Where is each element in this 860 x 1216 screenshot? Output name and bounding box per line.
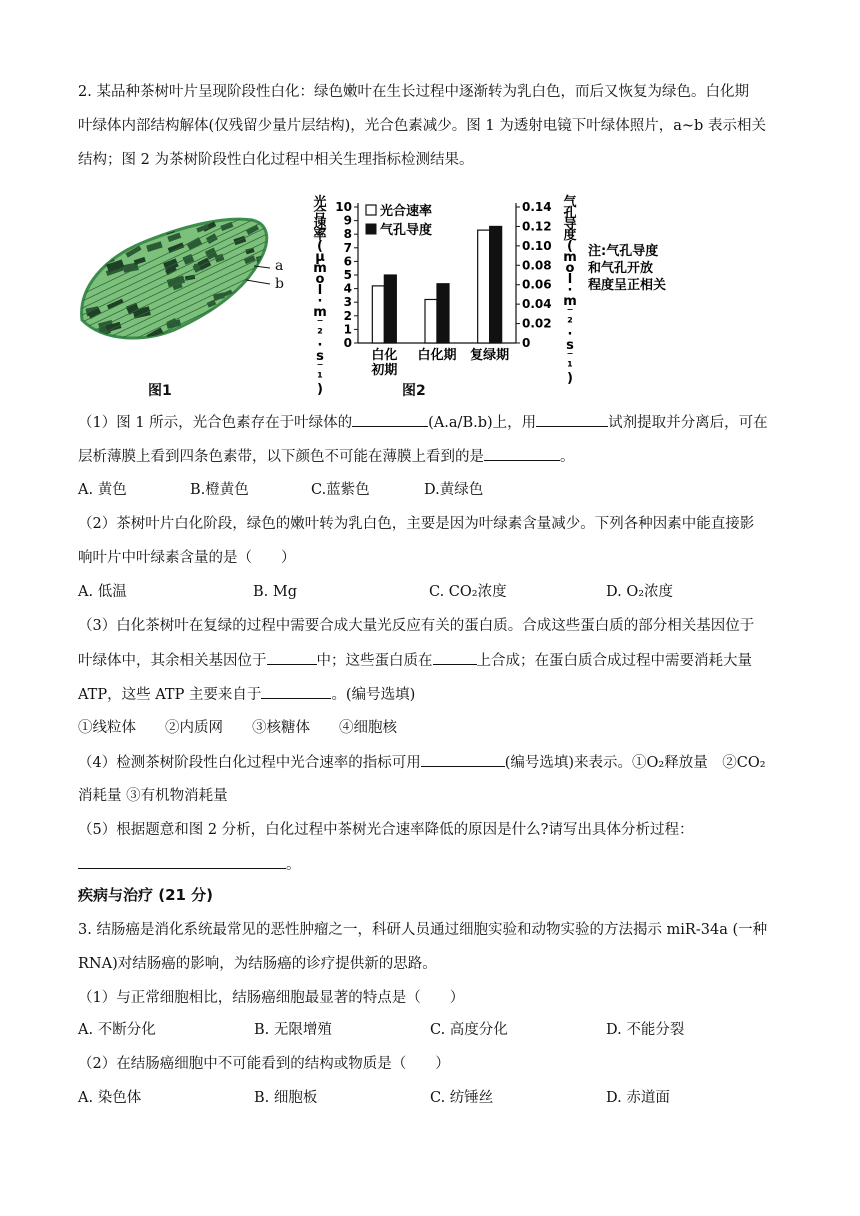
legend-swatch-photosynthesis [366,205,376,215]
legend-swatch-stomatal [366,224,376,234]
structure-b-label: b [275,276,284,292]
bar-stomatal-conductance [437,284,449,343]
granum-mark [144,219,155,229]
q2-part4-text-a: （4）检测茶树阶段性白化过程中光合速率的指标可用 [78,755,421,771]
q3-part1-option-c[interactable]: C. 高度分化 [430,1022,508,1038]
left-tick-label: 1 [343,322,352,337]
q2-intro-line-3: 结构；图 2 为茶树阶段性白化过程中相关生理指标检测结果。 [78,152,474,168]
q3-part1-option-b[interactable]: B. 无限增殖 [254,1022,332,1038]
category-label: 白化期 [417,348,457,363]
section-title: 疾病与治疗 (21 分) [78,886,214,904]
granum-mark [100,242,111,251]
bar-photosynthesis-rate [478,230,490,343]
q2-part3-text-c: 上合成；在蛋白质合成过程中需要消耗大量 [476,653,752,669]
q2-part3-text-a: 叶绿体中，其余相关基因位于 [78,653,267,669]
left-tick-label: 7 [343,240,352,255]
left-tick-label: 4 [343,281,352,296]
granum-mark [257,277,267,285]
right-tick-label: 0.10 [522,238,552,253]
q2-part1-text-b: (A.a/B.b)上，用 [428,415,537,431]
q2-part1-line-1 [78,412,768,433]
q3-intro-line-1: 3. 结肠癌是消化系统最常见的恶性肿瘤之一，科研人员通过细胞实验和动物实验的方法揭示 miR-34a (一种 [78,922,768,938]
figure-1-label: 图1 [148,383,172,399]
q2-part5-text-end: 。 [286,857,301,873]
q2-part5-line-1: （5）根据题意和图 2 分析，白化过程中茶树光合速率降低的原因是什么?请写出具体分析过程： [78,822,694,838]
q2-part2-option-b[interactable]: B. Mg [253,584,298,600]
q2-part1-option-d[interactable]: D.黄绿色 [424,482,484,498]
chart-note: 程度呈正相关 [588,278,667,293]
q3-intro-line-2: RNA)对结肠癌的影响，为结肠癌的诊疗提供新的思路。 [78,956,437,972]
granum-mark [203,317,216,329]
q3-part1-stem: （1）与正常细胞相比，结肠癌细胞最显著的特点是（ ） [78,990,465,1006]
granum-mark [244,327,258,339]
figure-2-label: 图2 [402,383,426,399]
q2-part4-line-1 [78,752,766,773]
q2-part1-text-c: 试剂提取并分离后，可在 [608,415,768,431]
q3-part2-option-c[interactable]: C. 纺锤丝 [430,1090,494,1106]
granum-mark [85,259,100,268]
bar-photosynthesis-rate [425,299,437,343]
bar-stomatal-conductance [384,275,396,343]
q2-part1-option-b[interactable]: B.橙黄色 [190,482,249,498]
legend-label-stomatal: 气孔导度 [380,223,433,238]
left-axis-title: 光合速率( μ m o l · m ⁻ ² · s ⁻ ¹ ) [313,195,327,397]
q2-part2-line-1: （2）茶树叶片白化阶段，绿色的嫩叶转为乳白色，主要是因为叶绿素含量减少。下列各种因素中能直接影 [78,516,755,532]
q2-intro-line-1: 2. 某品种茶树叶片呈现阶段性白化：绿色嫩叶在生长过程中逐渐转为乳白色，而后又恢复为绿色。白化期 [78,84,749,100]
right-axis-title: 气孔导度( m o l · m ⁻ ² · s ⁻ ¹ ) [563,195,577,386]
granum-mark [99,223,110,231]
right-tick-label: 0.04 [522,297,552,312]
chart-note: 和气孔开放 [588,261,654,276]
right-tick-label: 0.02 [522,316,552,331]
q2-part4-text-b: (编号选填)来表示。①O₂释放量 ②CO₂ [504,755,766,771]
category-label: 初期 [371,363,398,378]
left-tick-label: 2 [343,308,352,323]
structure-a-label: a [275,258,284,274]
q3-part2-option-a[interactable]: A. 染色体 [78,1090,142,1106]
left-tick-label: 5 [343,268,352,282]
category-label: 复绿期 [470,348,510,363]
q2-part3-line-3 [78,684,415,705]
q2-intro-line-2: 叶绿体内部结构解体(仅残留少量片层结构)，光合色素减少。图 1 为透射电镜下叶绿体照片，a~b 表示相关 [78,118,766,134]
q2-part1-text-e: 。 [560,449,575,465]
q2-part3-text-d: ATP，这些 ATP 主要来自于 [78,687,262,703]
blank-8[interactable] [78,854,286,869]
bar-photosynthesis-rate [372,286,384,343]
left-tick-label: 8 [343,227,352,242]
left-tick-label: 3 [343,295,352,310]
blank-7[interactable] [421,752,505,767]
q2-part2-option-d[interactable]: D. O₂浓度 [606,584,674,600]
q3-part1-option-d[interactable]: D. 不能分裂 [606,1022,685,1038]
chloroplast-micrograph [74,208,284,348]
q2-part2-option-a[interactable]: A. 低温 [78,584,127,600]
blank-5[interactable] [433,650,477,665]
legend-label-photosynthesis: 光合速率 [380,204,433,219]
chart-note: 注:气孔导度 [588,244,659,259]
right-tick-label: 0.12 [522,219,552,234]
q2-part3-text-e: 。(编号选填) [331,687,416,703]
blank-1[interactable] [352,412,428,427]
category-label: 白化 [371,348,398,363]
q3-part2-option-b[interactable]: B. 细胞板 [254,1090,318,1106]
granum-mark [226,325,241,337]
q2-part3-line-2 [78,650,752,671]
q2-part1-option-a[interactable]: A. 黄色 [78,482,127,498]
granum-mark [94,246,108,255]
q2-part1-option-c[interactable]: C.蓝紫色 [311,482,370,498]
q2-part2-line-2: 响叶片中叶绿素含量的是（ ） [78,550,296,566]
q3-part2-stem: （2）在结肠癌细胞中不可能看到的结构或物质是（ ） [78,1056,450,1072]
left-tick-label: 6 [343,254,352,269]
granum-mark [99,214,115,227]
pointer-b [246,280,270,284]
left-tick-label: 10 [335,200,352,214]
blank-6[interactable] [261,684,331,699]
right-tick-label: 0 [522,336,531,350]
q2-part1-text-d: 层析薄膜上看到四条色素带，以下颜色不可能在薄膜上看到的是 [78,449,484,465]
q3-part1-option-a[interactable]: A. 不断分化 [78,1022,156,1038]
q2-part3-line-1: （3）白化茶树叶在复绿的过程中需要合成大量光反应有关的蛋白质。合成这些蛋白质的部分相关基因位于 [78,618,755,634]
q2-part5-line-2 [78,854,301,875]
granum-mark [187,324,197,333]
q2-part4-line-2: 消耗量 ③有机物消耗量 [78,788,228,804]
right-tick-label: 0.14 [522,200,552,214]
blank-4[interactable] [267,650,317,665]
blank-3[interactable] [484,446,560,461]
q2-part1-text-a: （1）图 1 所示，光合色素存在于叶绿体的 [78,415,353,431]
left-tick-label: 0 [343,336,352,350]
q2-part3-text-b: 中；这些蛋白质在 [316,653,433,669]
granum-mark [219,308,233,317]
blank-2[interactable] [536,412,608,427]
granum-mark [226,300,238,310]
bar-stomatal-conductance [490,226,502,343]
right-tick-label: 0.08 [522,258,552,273]
right-tick-label: 0.06 [522,277,552,292]
q3-part2-option-d[interactable]: D. 赤道面 [606,1090,670,1106]
granum-mark [114,214,132,227]
granum-mark [257,287,270,296]
granum-mark [220,323,235,336]
left-tick-label: 9 [343,213,352,228]
q2-part3-choices: ①线粒体 ②内质网 ③核糖体 ④细胞核 [78,720,397,736]
q2-part1-line-2 [78,446,575,467]
granum-mark [99,233,113,242]
q2-part2-option-c[interactable]: C. CO₂浓度 [429,584,507,600]
